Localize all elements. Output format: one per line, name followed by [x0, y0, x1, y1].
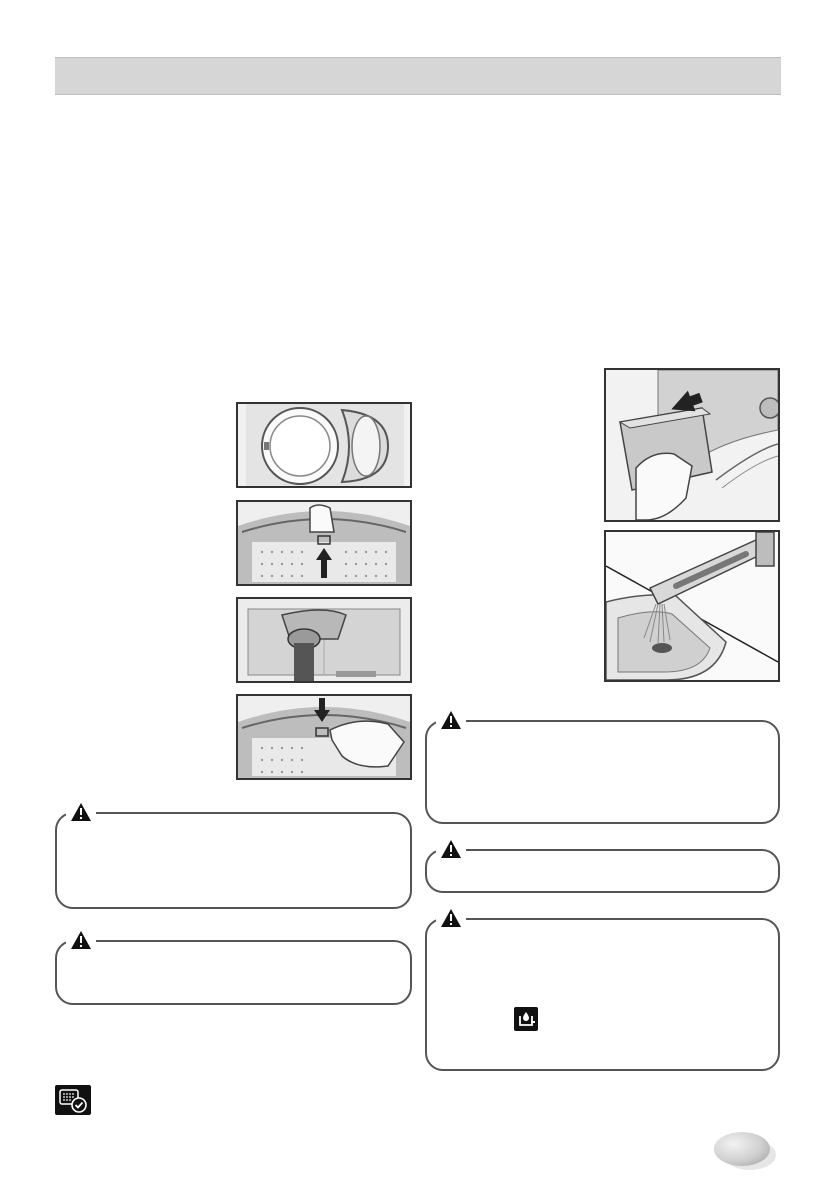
page-number-badge	[714, 1132, 770, 1166]
vacuum-nozzle-icon	[238, 599, 410, 681]
warning-box-left-top	[55, 812, 412, 909]
warning-header-rule	[100, 812, 228, 814]
dryer-door-open-icon	[238, 404, 410, 486]
warning-box-right-middle	[425, 849, 780, 893]
warning-header-rule	[470, 849, 606, 851]
warning-header-rule	[470, 720, 550, 722]
figure-pull-water-container	[604, 368, 780, 522]
warning-box-right-top	[425, 720, 780, 824]
section-header-bar	[55, 57, 781, 95]
figure-insert-lint-filter	[236, 694, 412, 780]
water-tank-icon	[514, 1007, 538, 1031]
figure-remove-lint-filter	[236, 500, 412, 586]
warning-box-left-bottom	[55, 940, 412, 1005]
warning-box-right-bottom	[425, 918, 780, 1071]
warning-header-rule	[470, 918, 594, 920]
warning-triangle-icon	[440, 839, 462, 859]
warning-header-rule	[100, 940, 180, 942]
filter-check-icon	[55, 1085, 91, 1115]
warning-triangle-icon	[70, 930, 92, 950]
pour-into-sink-icon	[606, 532, 778, 680]
warning-triangle-icon	[70, 802, 92, 822]
figure-vacuum-filter	[236, 597, 412, 683]
figure-empty-water-container	[604, 530, 780, 682]
figure-open-door	[236, 402, 412, 488]
hand-pull-drawer-icon	[606, 370, 778, 520]
hand-push-filter-icon	[238, 696, 410, 778]
warning-triangle-icon	[440, 710, 462, 730]
hand-pull-filter-icon	[238, 502, 410, 584]
warning-triangle-icon	[440, 908, 462, 928]
